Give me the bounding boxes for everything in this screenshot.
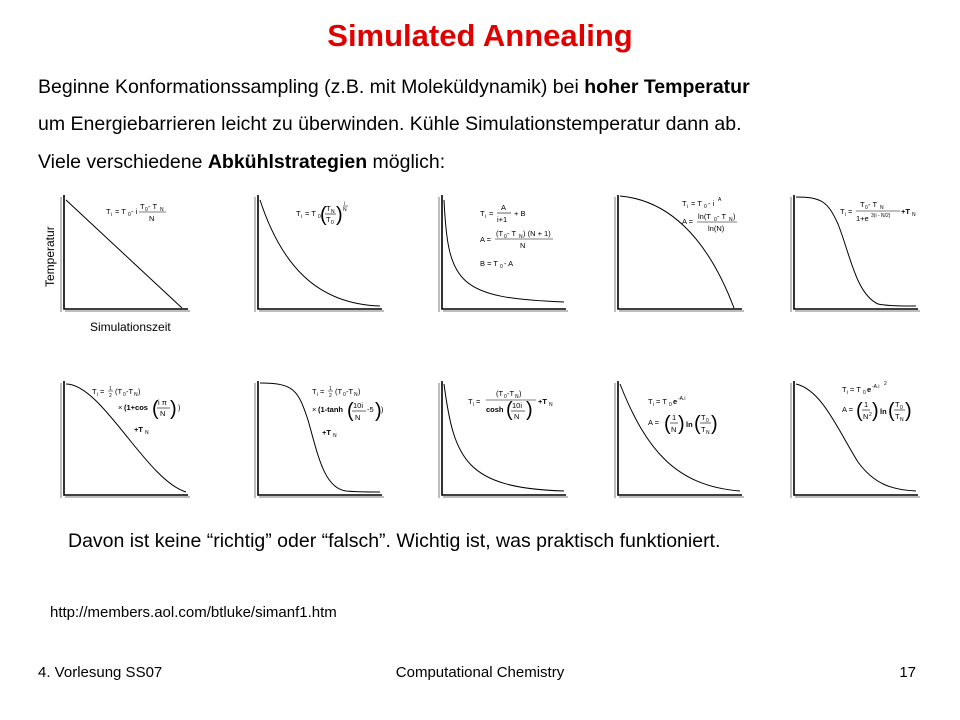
svg-text:i π: i π — [158, 398, 167, 407]
svg-text:): ) — [375, 400, 382, 422]
svg-text:0: 0 — [343, 392, 346, 398]
svg-text:N: N — [354, 392, 358, 398]
svg-text:i: i — [845, 212, 847, 218]
strategies-line — [38, 151, 445, 174]
svg-text:T: T — [682, 199, 687, 208]
svg-text:(: ( — [506, 399, 513, 421]
svg-text:(: ( — [664, 413, 671, 435]
formula — [312, 386, 384, 439]
svg-text:N: N — [880, 205, 884, 211]
svg-text:N: N — [671, 425, 677, 434]
svg-text:N: N — [149, 214, 155, 223]
svg-text:0: 0 — [318, 214, 321, 220]
svg-text:ln: ln — [880, 407, 887, 416]
svg-text:1: 1 — [672, 413, 677, 422]
svg-text:0: 0 — [504, 234, 507, 240]
cooling-curve — [66, 200, 182, 308]
svg-text:+T: +T — [901, 207, 910, 216]
formula — [648, 396, 718, 436]
plot-graph — [256, 380, 384, 498]
cooling-plot-exp-a — [616, 380, 744, 498]
x-axis-label: Simulationszeit — [90, 320, 171, 334]
strategies-bold-text: Abkühlstrategien — [207, 151, 368, 173]
svg-text:(: ( — [152, 398, 159, 420]
svg-text:=: = — [100, 387, 105, 396]
svg-text:ln(N): ln(N) — [708, 224, 725, 233]
y-axis-label — [40, 197, 60, 287]
svg-text:- i: - i — [131, 207, 138, 216]
svg-text:= T: = T — [691, 199, 702, 208]
svg-text:0: 0 — [500, 264, 503, 270]
plot-graph — [62, 194, 190, 312]
svg-text:T: T — [312, 387, 317, 396]
svg-text:= T: = T — [115, 207, 126, 216]
plot-graph — [616, 194, 744, 312]
svg-text:e: e — [673, 397, 678, 406]
footer-course: Computational Chemistry — [395, 664, 565, 681]
svg-text:): ) — [336, 204, 343, 226]
svg-text:i: i — [317, 392, 319, 398]
svg-text:=: = — [489, 209, 494, 218]
svg-text:T: T — [480, 209, 485, 218]
svg-text:N: N — [706, 430, 710, 436]
svg-text:0: 0 — [669, 402, 672, 408]
svg-text:0: 0 — [714, 217, 717, 223]
svg-text:1: 1 — [329, 386, 332, 392]
intro-line-2: um Energiebarrieren leicht zu überwinden. Kühle Simulationstemperatur dann ab. — [38, 113, 742, 135]
strategies-text: Viele verschiedene — [38, 151, 208, 173]
svg-text:A =: A = — [648, 418, 660, 427]
svg-text:2: 2 — [884, 381, 887, 387]
formula — [840, 200, 916, 223]
svg-text:= T: = T — [305, 209, 316, 218]
svg-text:T: T — [860, 200, 865, 209]
svg-text:A: A — [718, 197, 722, 203]
conclusion-text: Davon ist keine “richtig” oder “falsch”. Wichtig ist, was praktisch funktioniert. — [68, 530, 721, 552]
plot-graph — [440, 194, 568, 312]
svg-text:A =: A = — [842, 405, 854, 414]
svg-text:=: = — [476, 397, 481, 406]
svg-text:i: i — [97, 392, 99, 398]
svg-text:cosh: cosh — [486, 405, 504, 414]
cooling-curve — [260, 383, 380, 492]
svg-text:i: i — [485, 214, 487, 220]
svg-text:×: × — [312, 405, 317, 414]
svg-text:N: N — [515, 394, 519, 400]
svg-text:- i: - i — [708, 199, 715, 208]
svg-text:- T: - T — [507, 229, 517, 238]
svg-text:A =: A = — [682, 217, 694, 226]
svg-text:(T: (T — [496, 389, 504, 398]
svg-text:0: 0 — [704, 204, 707, 210]
svg-text:N: N — [145, 430, 149, 436]
svg-text:): ) — [905, 400, 912, 422]
cooling-plot-inverse — [440, 194, 568, 312]
svg-text:+ B: + B — [514, 209, 526, 218]
svg-text:i: i — [847, 390, 849, 396]
svg-text:0: 0 — [145, 207, 148, 213]
svg-text:N: N — [514, 412, 520, 421]
svg-text:0: 0 — [128, 212, 131, 218]
svg-text:N: N — [863, 412, 869, 421]
svg-text:N: N — [331, 209, 335, 215]
svg-text:T: T — [701, 413, 706, 422]
formula — [682, 197, 737, 233]
svg-text:T: T — [895, 400, 900, 409]
formula — [468, 389, 553, 421]
svg-text:N: N — [900, 417, 904, 423]
svg-text:) (N + 1): ) (N + 1) — [523, 229, 551, 238]
svg-text:0: 0 — [331, 220, 334, 226]
svg-text:T: T — [895, 412, 900, 421]
cooling-plot-cosh — [440, 380, 568, 498]
svg-text:0: 0 — [900, 405, 903, 411]
svg-text:=: = — [320, 387, 325, 396]
svg-text:i: i — [344, 201, 346, 207]
svg-text:(1-tanh: (1-tanh — [318, 405, 343, 414]
svg-text:B = T: B = T — [480, 259, 498, 268]
svg-text:T: T — [92, 387, 97, 396]
cooling-plot-sigmoid — [792, 194, 920, 312]
svg-text:(T: (T — [115, 387, 123, 396]
formula — [106, 202, 166, 223]
svg-text:N: N — [729, 217, 733, 223]
svg-text:T: T — [842, 385, 847, 394]
svg-text:= T: = T — [850, 385, 861, 394]
svg-text:1: 1 — [864, 400, 869, 409]
svg-text:A: A — [501, 203, 507, 212]
svg-text:-A.i: -A.i — [872, 384, 880, 390]
svg-text:N: N — [549, 402, 553, 408]
svg-text:2: 2 — [869, 412, 872, 418]
plot-graph — [792, 380, 920, 498]
svg-text:A =: A = — [480, 235, 492, 244]
svg-text:=: = — [848, 207, 853, 216]
svg-text:(T: (T — [335, 387, 343, 396]
cooling-plot-power — [616, 194, 744, 312]
svg-text:i: i — [301, 214, 303, 220]
svg-text:N: N — [519, 234, 523, 240]
svg-text:N: N — [134, 392, 138, 398]
svg-text:ln: ln — [686, 420, 693, 429]
svg-text:T: T — [701, 425, 706, 434]
svg-text:N: N — [343, 207, 347, 213]
formula — [842, 381, 912, 423]
svg-text:+T: +T — [538, 397, 547, 406]
svg-text:i: i — [653, 402, 655, 408]
svg-text:(: ( — [856, 400, 863, 422]
svg-text:T: T — [106, 207, 111, 216]
svg-text:i: i — [687, 204, 689, 210]
svg-text:): ) — [872, 400, 879, 422]
svg-text:): ) — [178, 403, 181, 412]
svg-text:10i: 10i — [353, 401, 364, 410]
svg-text:N: N — [355, 413, 361, 422]
svg-text:- T: - T — [148, 202, 158, 211]
svg-text:0: 0 — [123, 392, 126, 398]
svg-text:(T: (T — [496, 229, 504, 238]
plot-graph — [616, 380, 744, 498]
svg-text:0: 0 — [706, 418, 709, 424]
svg-text:T: T — [296, 209, 301, 218]
svg-text:-A.i: -A.i — [678, 396, 686, 402]
svg-text:T: T — [840, 207, 845, 216]
cooling-curve — [66, 384, 186, 492]
plot-graph — [792, 194, 920, 312]
svg-text:0: 0 — [865, 205, 868, 211]
footer-lecture: 4. Vorlesung SS07 — [38, 664, 163, 681]
svg-text:×: × — [118, 403, 123, 412]
svg-text:N: N — [912, 212, 916, 218]
svg-text:+T: +T — [322, 428, 331, 437]
svg-text:- T: - T — [868, 200, 878, 209]
svg-text:T: T — [468, 397, 473, 406]
source-link[interactable]: http://members.aol.com/btluke/simanf1.htm — [50, 604, 337, 621]
svg-text:e: e — [867, 385, 872, 394]
cooling-plot-tanh — [256, 380, 384, 498]
svg-text:2: 2 — [329, 393, 332, 399]
svg-text:i+1: i+1 — [497, 215, 508, 224]
svg-text:T: T — [326, 215, 331, 224]
svg-text:(: ( — [320, 204, 327, 226]
svg-text:): ) — [381, 405, 384, 414]
svg-text:T: T — [326, 204, 331, 213]
svg-text:1+e: 1+e — [856, 214, 869, 223]
intro-line-1 — [38, 76, 750, 99]
svg-text:): ) — [358, 387, 361, 396]
svg-text:): ) — [526, 399, 533, 421]
y-axis-label-text: Temperatur — [43, 226, 57, 287]
svg-text:(: ( — [888, 400, 895, 422]
svg-text:T: T — [140, 202, 145, 211]
svg-text:(: ( — [694, 413, 701, 435]
svg-text:N: N — [333, 433, 337, 439]
svg-text:N: N — [520, 241, 526, 250]
svg-text:): ) — [519, 389, 522, 398]
plot-graph — [256, 194, 384, 312]
formula — [296, 201, 348, 226]
svg-text:i: i — [111, 212, 113, 218]
svg-text:-T: -T — [507, 389, 515, 398]
svg-text:N: N — [160, 409, 166, 418]
svg-text:ln(T: ln(T — [698, 212, 711, 221]
svg-text:): ) — [678, 413, 685, 435]
svg-text:(1+cos: (1+cos — [124, 403, 148, 412]
svg-text:-T: -T — [346, 387, 354, 396]
cooling-plot-linear — [62, 194, 190, 312]
formula — [480, 203, 553, 270]
svg-text:2: 2 — [109, 393, 112, 399]
plot-graph — [62, 380, 190, 498]
plot-graph — [440, 380, 568, 498]
cooling-plot-exponential — [256, 194, 384, 312]
svg-text:): ) — [138, 387, 141, 396]
svg-text:i: i — [473, 402, 475, 408]
intro-text: Beginne Konformationssampling (z.B. mit Moleküldynamik) bei — [38, 76, 585, 98]
svg-text:): ) — [170, 398, 177, 420]
svg-text:-5: -5 — [367, 405, 374, 414]
cooling-plot-gaussian — [792, 380, 920, 498]
svg-text:N: N — [160, 207, 164, 213]
strategies-text-end: möglich: — [367, 151, 446, 173]
footer-page-number: 17 — [899, 664, 916, 681]
svg-text:): ) — [711, 413, 718, 435]
svg-text:= T: = T — [656, 397, 667, 406]
svg-text:): ) — [733, 212, 736, 221]
svg-text:0: 0 — [863, 390, 866, 396]
slide-title: Simulated Annealing — [327, 18, 633, 53]
svg-text:-T: -T — [126, 387, 134, 396]
svg-text:1: 1 — [109, 386, 112, 392]
cooling-plot-cosine — [62, 380, 190, 498]
svg-text:0: 0 — [504, 394, 507, 400]
svg-text:T: T — [648, 397, 653, 406]
intro-bold-text: hoher Temperatur — [584, 76, 750, 98]
svg-text:(: ( — [347, 400, 354, 422]
svg-text:3(i - N/2): 3(i - N/2) — [871, 213, 891, 219]
svg-text:- A: - A — [504, 259, 514, 268]
svg-text:10i: 10i — [512, 401, 523, 410]
svg-text:+T: +T — [134, 425, 143, 434]
svg-text:- T: - T — [717, 212, 727, 221]
